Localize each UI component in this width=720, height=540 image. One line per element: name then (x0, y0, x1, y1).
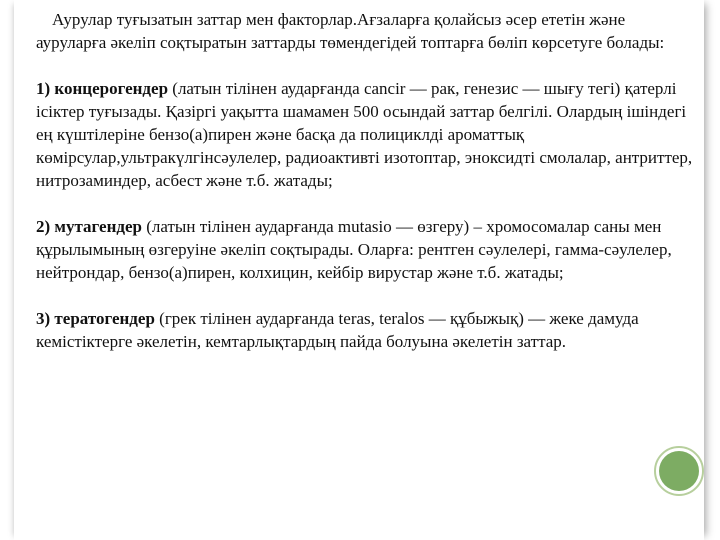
section-carcinogens (36, 77, 698, 192)
section-text: (латын тілінен аударғанда mutasio — өзгеру) – хромосомалар саны мен құрылымының өзгеруіне әкеліп соқтырады. Оларға: рентген сәулелері, гамма-сәулелер, нейтрондар, бензо(а)пирен, колхицин, кейбір вирустар және т.б. жатады; (36, 217, 672, 282)
section-teratogens (36, 307, 698, 353)
section-text: (грек тілінен аударғанда teras, teralos — құбыжық) — жеке дамуда кемістіктерге әкелетін, кемтарлықтардың пайда болуына әкелетін заттар. (36, 309, 639, 351)
intro-paragraph: Аурулар туғызатын заттар мен факторлар.Ағзаларға қолайсыз әсер ететін және ауруларға әкеліп соқтыратын заттарды төмендегідей топтарға бөліп көрсетуге болады: (36, 10, 665, 52)
term-carcinogens: концерогендер (54, 79, 169, 98)
section-number: 1) (36, 79, 55, 98)
section-number: 3) (36, 309, 55, 328)
section-number: 2) (36, 217, 55, 236)
term-mutagens: мутагендер (54, 217, 142, 236)
term-teratogens: тератогендер (54, 309, 155, 328)
section-mutagens (36, 215, 698, 284)
decorative-circle-icon (659, 451, 699, 491)
slide-content (36, 8, 698, 353)
slide-frame (14, 0, 704, 540)
section-text: (латын тілінен аударғанда cancir — рак, генезис — шығу тегі) қатерлі ісіктер туғызады. Қазіргі уақытта шамамен 500 осындай заттар белгілі. Олардың ішіндегі ең күштілеріне бензо(а)пирен және басқа да полициклді ароматтық көмірсулар,ультракүлгінсәулелер, радиоактивті изотоптар, эноксидті смолалар, антриттер, нитрозаминдер, асбест және т.б. жатады; (36, 79, 693, 190)
